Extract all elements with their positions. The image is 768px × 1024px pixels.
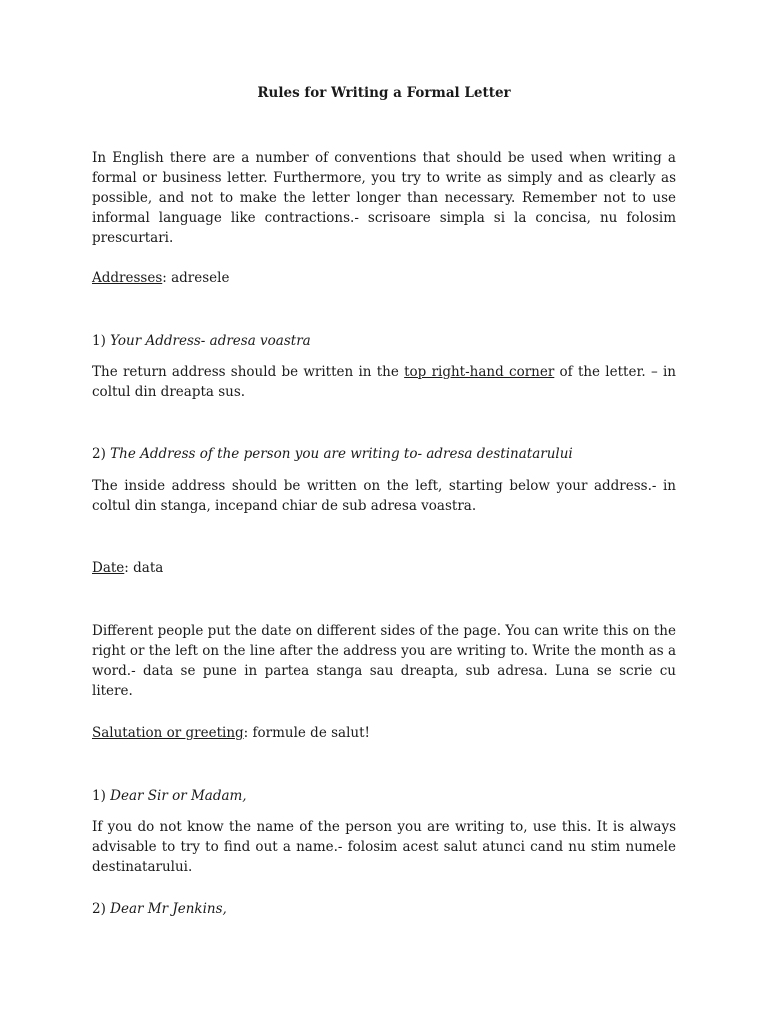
salutation-item-2-heading	[92, 899, 676, 919]
address-item-1-heading	[92, 331, 676, 351]
addresses-heading-line	[92, 268, 676, 288]
address-item-2-number: 2)	[92, 446, 111, 462]
address-item-1-number: 1)	[92, 333, 111, 349]
document-title: Rules for Writing a Formal Letter	[257, 85, 511, 101]
date-translation: : data	[124, 560, 164, 576]
addresses-heading: Addresses	[92, 270, 163, 286]
address-item-1-text	[92, 362, 676, 402]
salutation-translation: : formule de salut!	[243, 725, 370, 741]
salutation-item-1-text: If you do not know the name of the person you are writing to, use this. It is always advisable to try to find out a name.- folosim acest salut atunci cand nu stim numele destinatarului.	[92, 819, 676, 875]
date-heading-line	[92, 558, 676, 578]
addresses-translation: : adresele	[162, 270, 230, 286]
address-item-1-label: Your Address- adresa voastra	[110, 333, 311, 349]
address-item-1-text-underlined: top right-hand corner	[404, 364, 555, 380]
address-item-2-label: The Address of the person you are writing to- adresa destinatarului	[110, 446, 573, 462]
address-item-1-text-after: of the letter. – in coltul din dreapta sus.	[92, 364, 676, 400]
salutation-heading-line	[92, 723, 676, 743]
salutation-item-2-label: Dear Mr Jenkins,	[110, 901, 227, 917]
salutation-item-1-label: Dear Sir or Madam,	[110, 788, 247, 804]
salutation-heading: Salutation or greeting	[92, 725, 244, 741]
date-heading: Date	[92, 560, 125, 576]
address-item-2-heading	[92, 444, 676, 464]
address-item-2-text: The inside address should be written on the left, starting below your address.- in coltul din stanga, incepand chiar de sub adresa voastra.	[92, 478, 676, 514]
intro-paragraph: In English there are a number of conventions that should be used when writing a formal or business letter. Furthermore, you try to write as simply and as clearly as possible, and not to make the letter longer than necessary. Remember not to use informal language like contractions.- scrisoare simpla si la concisa, nu folosim prescurtari.	[92, 150, 676, 246]
salutation-item-1-number: 1)	[92, 788, 111, 804]
address-item-1-text-before: The return address should be written in the	[92, 364, 405, 380]
salutation-item-2-number: 2)	[92, 901, 111, 917]
date-paragraph: Different people put the date on different sides of the page. You can write this on the right or the left on the line after the address you are writing to. Write the month as a word.- data se pune in partea stanga sau dreapta, sub adresa. Luna se scrie cu litere.	[92, 623, 676, 699]
salutation-item-1-heading	[92, 786, 676, 806]
